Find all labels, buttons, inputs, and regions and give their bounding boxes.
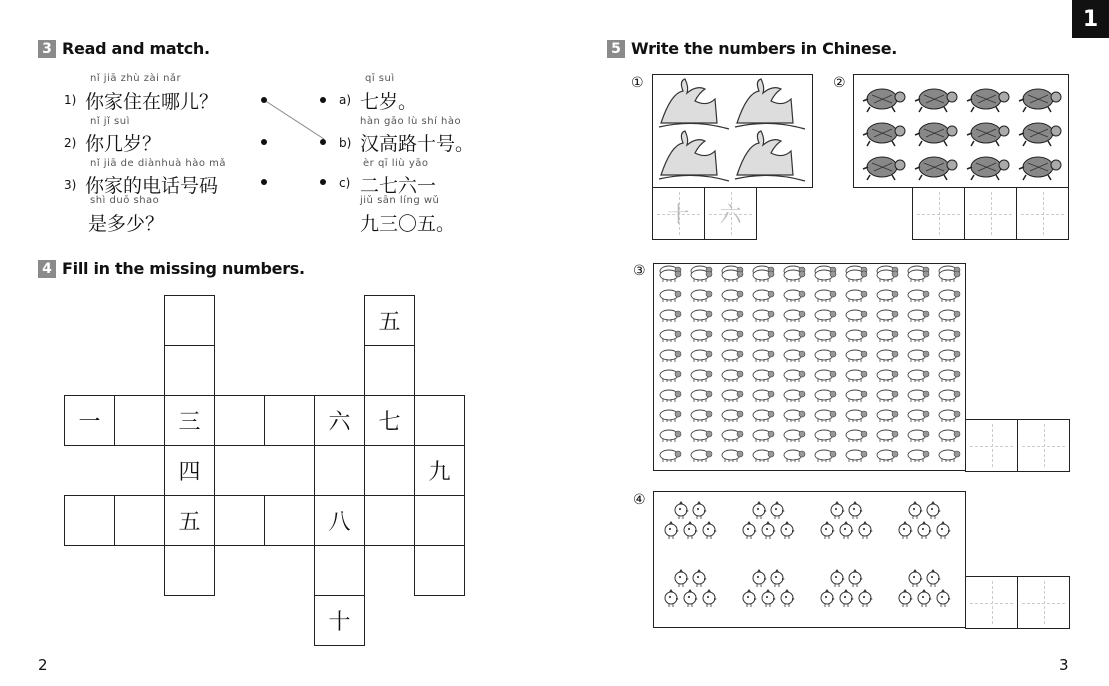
q1-number: 1) [64, 93, 77, 107]
q3-pinyin: nǐ jiā de diànhuà hào mǎ [90, 158, 227, 169]
c-pinyin: èr qī liù yāo [363, 158, 429, 169]
item-1-answer-box[interactable] [652, 187, 705, 240]
a-text: 七岁。 [360, 91, 418, 113]
c-pinyin-line2: jiǔ sān líng wǔ [360, 195, 440, 206]
chapter-number: 1 [1082, 6, 1099, 32]
grid-cell[interactable] [314, 445, 365, 496]
section-5-title: Write the numbers in Chinese. [631, 39, 898, 58]
c-dot[interactable] [320, 179, 326, 185]
grid-cell[interactable] [164, 545, 215, 596]
grid-cell: 八 [314, 495, 365, 546]
grid-cell: 七 [364, 395, 415, 446]
b-letter: b) [339, 136, 352, 150]
section-5-badge: 5 [607, 40, 625, 58]
grid-cell: 三 [164, 395, 215, 446]
item-4-answer-box[interactable] [965, 576, 1018, 629]
grid-cell: 一 [64, 395, 115, 446]
grid-cell[interactable] [214, 395, 265, 446]
grid-cell[interactable] [264, 495, 315, 546]
q3-pinyin-line2: shì duō shao [90, 195, 160, 206]
rabbit-group-icon [652, 74, 813, 188]
q1-dot[interactable] [261, 97, 267, 103]
section-3-badge: 3 [38, 40, 56, 58]
item-4-answer-box[interactable] [1017, 576, 1070, 629]
b-dot[interactable] [320, 139, 326, 145]
grid-cell[interactable] [414, 545, 465, 596]
grid-cell: 九 [414, 445, 465, 496]
item-4-label: ④ [633, 492, 646, 508]
a-dot[interactable] [320, 97, 326, 103]
item-2-answer-box[interactable] [964, 187, 1017, 240]
grid-cell[interactable] [64, 495, 115, 546]
grid-cell: 五 [164, 495, 215, 546]
chapter-tab [1072, 0, 1109, 38]
q3-text: 你家的电话号码 [85, 175, 219, 197]
q1-text: 你家住在哪儿？ [85, 91, 219, 113]
grid-cell[interactable] [264, 395, 315, 446]
sheep-group-icon [653, 263, 966, 471]
item-3-answer-box[interactable] [1017, 419, 1070, 472]
match-line [260, 95, 330, 145]
c-letter: c) [339, 176, 351, 190]
b-text: 汉高路十号。 [360, 133, 475, 155]
item-2-answer-box[interactable] [1016, 187, 1069, 240]
section-4-title: Fill in the missing numbers. [62, 259, 305, 278]
grid-cell[interactable] [314, 545, 365, 596]
chick-group-icon [653, 491, 966, 628]
a-letter: a) [339, 93, 352, 107]
page-number-left: 2 [38, 656, 48, 674]
q1-pinyin: nǐ jiā zhù zài nǎr [90, 73, 182, 84]
grid-cell: 十 [314, 595, 365, 646]
item-2-label: ② [833, 75, 846, 91]
q2-text: 你几岁？ [85, 133, 162, 155]
grid-cell[interactable] [114, 395, 165, 446]
section-4-header [38, 259, 305, 278]
grid-cell: 五 [364, 295, 415, 346]
item-2-answer-box[interactable] [912, 187, 965, 240]
grid-cell[interactable] [114, 495, 165, 546]
grid-cell[interactable] [164, 295, 215, 346]
c-text-line2: 九三〇五。 [360, 213, 456, 235]
q3-dot[interactable] [261, 179, 267, 185]
turtle-group-icon [853, 74, 1069, 188]
a-pinyin: qī suì [365, 73, 395, 84]
q2-number: 2) [64, 136, 77, 150]
q2-dot[interactable] [261, 139, 267, 145]
grid-cell[interactable] [364, 345, 415, 396]
grid-cell[interactable] [414, 495, 465, 546]
item-1-answer-2: 六 [719, 203, 742, 228]
grid-cell[interactable] [414, 395, 465, 446]
number-crossword-grid [64, 295, 465, 645]
item-1-answer-1: 十 [667, 203, 690, 228]
grid-cell: 六 [314, 395, 365, 446]
grid-cell[interactable] [164, 345, 215, 396]
grid-cell[interactable] [364, 495, 415, 546]
section-3-title: Read and match. [62, 39, 210, 58]
q3-number: 3) [64, 178, 77, 192]
section-3-header [38, 39, 210, 58]
item-3-answer-box[interactable] [965, 419, 1018, 472]
b-pinyin: hàn gāo lù shí hào [360, 116, 462, 127]
item-1-label: ① [631, 75, 644, 91]
grid-cell: 四 [164, 445, 215, 496]
grid-cell[interactable] [214, 495, 265, 546]
item-1-answer-box[interactable] [704, 187, 757, 240]
c-text: 二七六一 [360, 175, 437, 197]
page-number-right: 3 [1059, 656, 1069, 674]
q3-text-line2: 是多少？ [88, 213, 165, 235]
q2-pinyin: nǐ jǐ suì [90, 116, 130, 127]
item-3-label: ③ [633, 263, 646, 279]
section-4-badge: 4 [38, 260, 56, 278]
section-5-header [607, 39, 897, 58]
